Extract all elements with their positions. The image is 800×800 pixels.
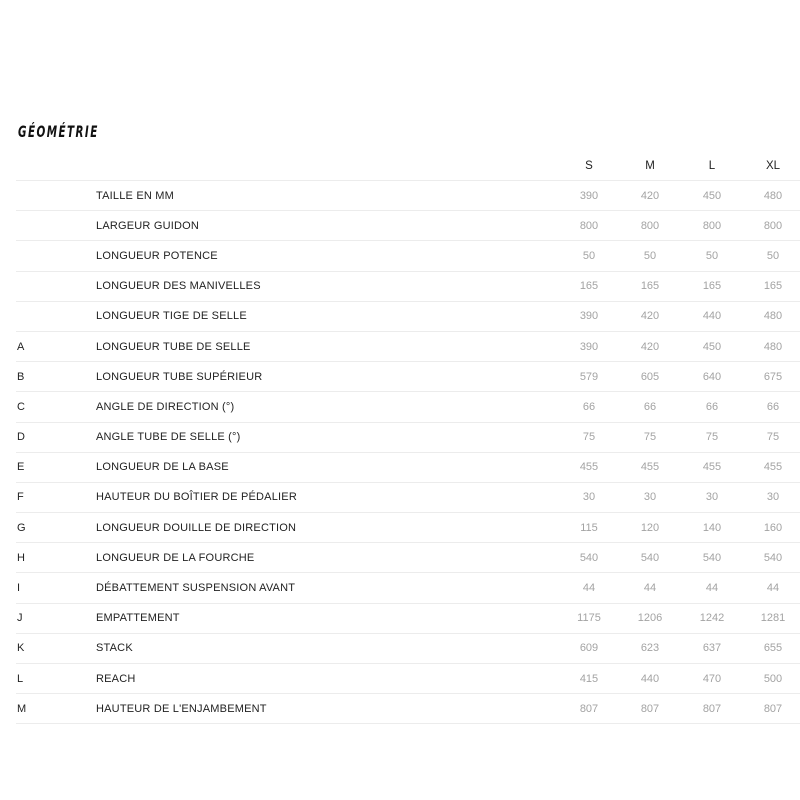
value-m: 30 bbox=[643, 491, 657, 504]
table-row bbox=[16, 694, 800, 724]
value-m: 50 bbox=[643, 249, 657, 262]
column-header-s: S bbox=[585, 160, 593, 172]
table-header-row bbox=[16, 152, 800, 181]
row-label: LONGUEUR DOUILLE DE DIRECTION bbox=[96, 521, 297, 534]
geometry-table bbox=[16, 152, 800, 724]
value-l: 640 bbox=[702, 370, 722, 383]
value-xl: 807 bbox=[763, 702, 783, 715]
table-row bbox=[16, 573, 800, 603]
value-xl: 160 bbox=[763, 521, 783, 534]
value-xl: 75 bbox=[766, 431, 780, 444]
table-row bbox=[16, 513, 800, 543]
table-body bbox=[16, 181, 800, 724]
value-xl: 675 bbox=[763, 370, 783, 383]
row-letter bbox=[17, 241, 47, 270]
table-row bbox=[16, 332, 800, 362]
value-s: 807 bbox=[579, 702, 599, 715]
value-s: 455 bbox=[579, 461, 599, 474]
row-label: LONGUEUR DES MANIVELLES bbox=[96, 280, 261, 293]
value-l: 75 bbox=[705, 431, 719, 444]
value-s: 1175 bbox=[577, 612, 601, 625]
table-row bbox=[16, 634, 800, 664]
value-m: 420 bbox=[640, 189, 660, 202]
column-header-m: M bbox=[645, 160, 655, 172]
value-l: 50 bbox=[705, 249, 719, 262]
value-s: 390 bbox=[579, 310, 599, 323]
value-l: 450 bbox=[702, 189, 722, 202]
row-label: LONGUEUR TUBE DE SELLE bbox=[96, 340, 251, 353]
value-s: 390 bbox=[579, 189, 599, 202]
value-xl: 50 bbox=[766, 249, 780, 262]
value-s: 66 bbox=[582, 400, 596, 413]
value-m: 120 bbox=[640, 521, 660, 534]
row-letter: C bbox=[17, 400, 25, 413]
row-label: ANGLE DE DIRECTION (°) bbox=[96, 400, 235, 413]
table-row bbox=[16, 272, 800, 302]
table-row bbox=[16, 483, 800, 513]
row-letter: H bbox=[17, 551, 25, 564]
row-letter: K bbox=[17, 642, 25, 655]
column-header-l: L bbox=[708, 160, 716, 172]
value-m: 605 bbox=[640, 370, 660, 383]
value-xl: 480 bbox=[763, 310, 783, 323]
value-s: 609 bbox=[579, 642, 599, 655]
value-m: 440 bbox=[640, 672, 660, 685]
row-letter: G bbox=[17, 521, 26, 534]
table-row bbox=[16, 543, 800, 573]
row-label: EMPATTEMENT bbox=[96, 612, 180, 625]
value-l: 140 bbox=[702, 521, 722, 534]
value-m: 420 bbox=[640, 310, 660, 323]
value-s: 44 bbox=[582, 582, 596, 595]
value-s: 390 bbox=[579, 340, 599, 353]
value-l: 1242 bbox=[699, 612, 725, 625]
value-m: 455 bbox=[640, 461, 660, 474]
value-l: 540 bbox=[702, 551, 722, 564]
value-m: 540 bbox=[640, 551, 660, 564]
table-row bbox=[16, 241, 800, 271]
table-row bbox=[16, 664, 800, 694]
value-l: 470 bbox=[702, 672, 722, 685]
row-label: HAUTEUR DE L'ENJAMBEMENT bbox=[96, 702, 267, 715]
row-label: ANGLE TUBE DE SELLE (°) bbox=[96, 431, 241, 444]
value-xl: 540 bbox=[763, 551, 783, 564]
value-l: 44 bbox=[705, 582, 719, 595]
value-m: 800 bbox=[640, 219, 660, 232]
value-l: 30 bbox=[705, 491, 719, 504]
row-label: TAILLE EN MM bbox=[96, 189, 174, 202]
value-s: 165 bbox=[579, 280, 599, 293]
column-header-xl: XL bbox=[765, 160, 781, 172]
row-letter: L bbox=[17, 672, 24, 685]
value-l: 455 bbox=[702, 461, 722, 474]
value-xl: 655 bbox=[763, 642, 783, 655]
row-label: REACH bbox=[96, 672, 136, 685]
row-label: LONGUEUR TUBE SUPÉRIEUR bbox=[96, 370, 263, 383]
value-m: 420 bbox=[640, 340, 660, 353]
value-xl: 30 bbox=[766, 491, 780, 504]
row-label: LONGUEUR DE LA BASE bbox=[96, 461, 229, 474]
value-m: 66 bbox=[643, 400, 657, 413]
value-xl: 480 bbox=[763, 340, 783, 353]
value-xl: 1281 bbox=[760, 612, 786, 625]
value-xl: 500 bbox=[763, 672, 783, 685]
row-letter: A bbox=[17, 340, 25, 353]
row-letter: B bbox=[17, 370, 25, 383]
row-letter: F bbox=[17, 491, 24, 504]
row-letter: J bbox=[17, 612, 23, 625]
value-s: 415 bbox=[579, 672, 599, 685]
value-l: 637 bbox=[702, 642, 722, 655]
row-label: DÉBATTEMENT SUSPENSION AVANT bbox=[96, 582, 296, 595]
row-letter: D bbox=[17, 431, 25, 444]
table-row bbox=[16, 362, 800, 392]
table-row bbox=[16, 604, 800, 634]
value-m: 623 bbox=[640, 642, 660, 655]
row-letter bbox=[17, 181, 47, 210]
value-xl: 44 bbox=[766, 582, 780, 595]
row-label: HAUTEUR DU BOÎTIER DE PÉDALIER bbox=[96, 491, 297, 504]
value-xl: 66 bbox=[766, 400, 780, 413]
value-xl: 165 bbox=[763, 280, 783, 293]
value-s: 30 bbox=[582, 491, 596, 504]
value-m: 165 bbox=[640, 280, 660, 293]
value-l: 440 bbox=[702, 310, 722, 323]
row-letter bbox=[17, 272, 47, 301]
value-s: 540 bbox=[579, 551, 599, 564]
table-row bbox=[16, 181, 800, 211]
value-xl: 455 bbox=[763, 461, 783, 474]
row-letter: E bbox=[17, 461, 25, 474]
value-m: 807 bbox=[640, 702, 660, 715]
value-s: 75 bbox=[582, 431, 596, 444]
value-xl: 480 bbox=[763, 189, 783, 202]
value-l: 807 bbox=[702, 702, 722, 715]
value-s: 800 bbox=[579, 219, 599, 232]
value-m: 75 bbox=[643, 431, 657, 444]
table-row bbox=[16, 423, 800, 453]
row-label: STACK bbox=[96, 642, 133, 655]
value-s: 115 bbox=[580, 521, 598, 534]
row-letter: M bbox=[17, 702, 27, 715]
table-row bbox=[16, 453, 800, 483]
value-s: 579 bbox=[579, 370, 599, 383]
table-row bbox=[16, 302, 800, 332]
row-label: LARGEUR GUIDON bbox=[96, 219, 200, 232]
row-label: LONGUEUR POTENCE bbox=[96, 249, 218, 262]
row-label: LONGUEUR TIGE DE SELLE bbox=[96, 310, 247, 323]
value-l: 800 bbox=[702, 219, 722, 232]
row-label: LONGUEUR DE LA FOURCHE bbox=[96, 551, 255, 564]
section-title: GÉOMÉTRIE bbox=[18, 122, 99, 141]
value-s: 50 bbox=[582, 249, 596, 262]
value-l: 450 bbox=[702, 340, 722, 353]
row-letter bbox=[17, 302, 47, 331]
row-letter bbox=[17, 211, 47, 240]
table-row bbox=[16, 211, 800, 241]
value-l: 165 bbox=[702, 280, 722, 293]
value-m: 44 bbox=[643, 582, 657, 595]
row-letter: I bbox=[17, 582, 21, 595]
table-row bbox=[16, 392, 800, 422]
value-m: 1206 bbox=[637, 612, 663, 625]
value-l: 66 bbox=[705, 400, 719, 413]
value-xl: 800 bbox=[763, 219, 783, 232]
